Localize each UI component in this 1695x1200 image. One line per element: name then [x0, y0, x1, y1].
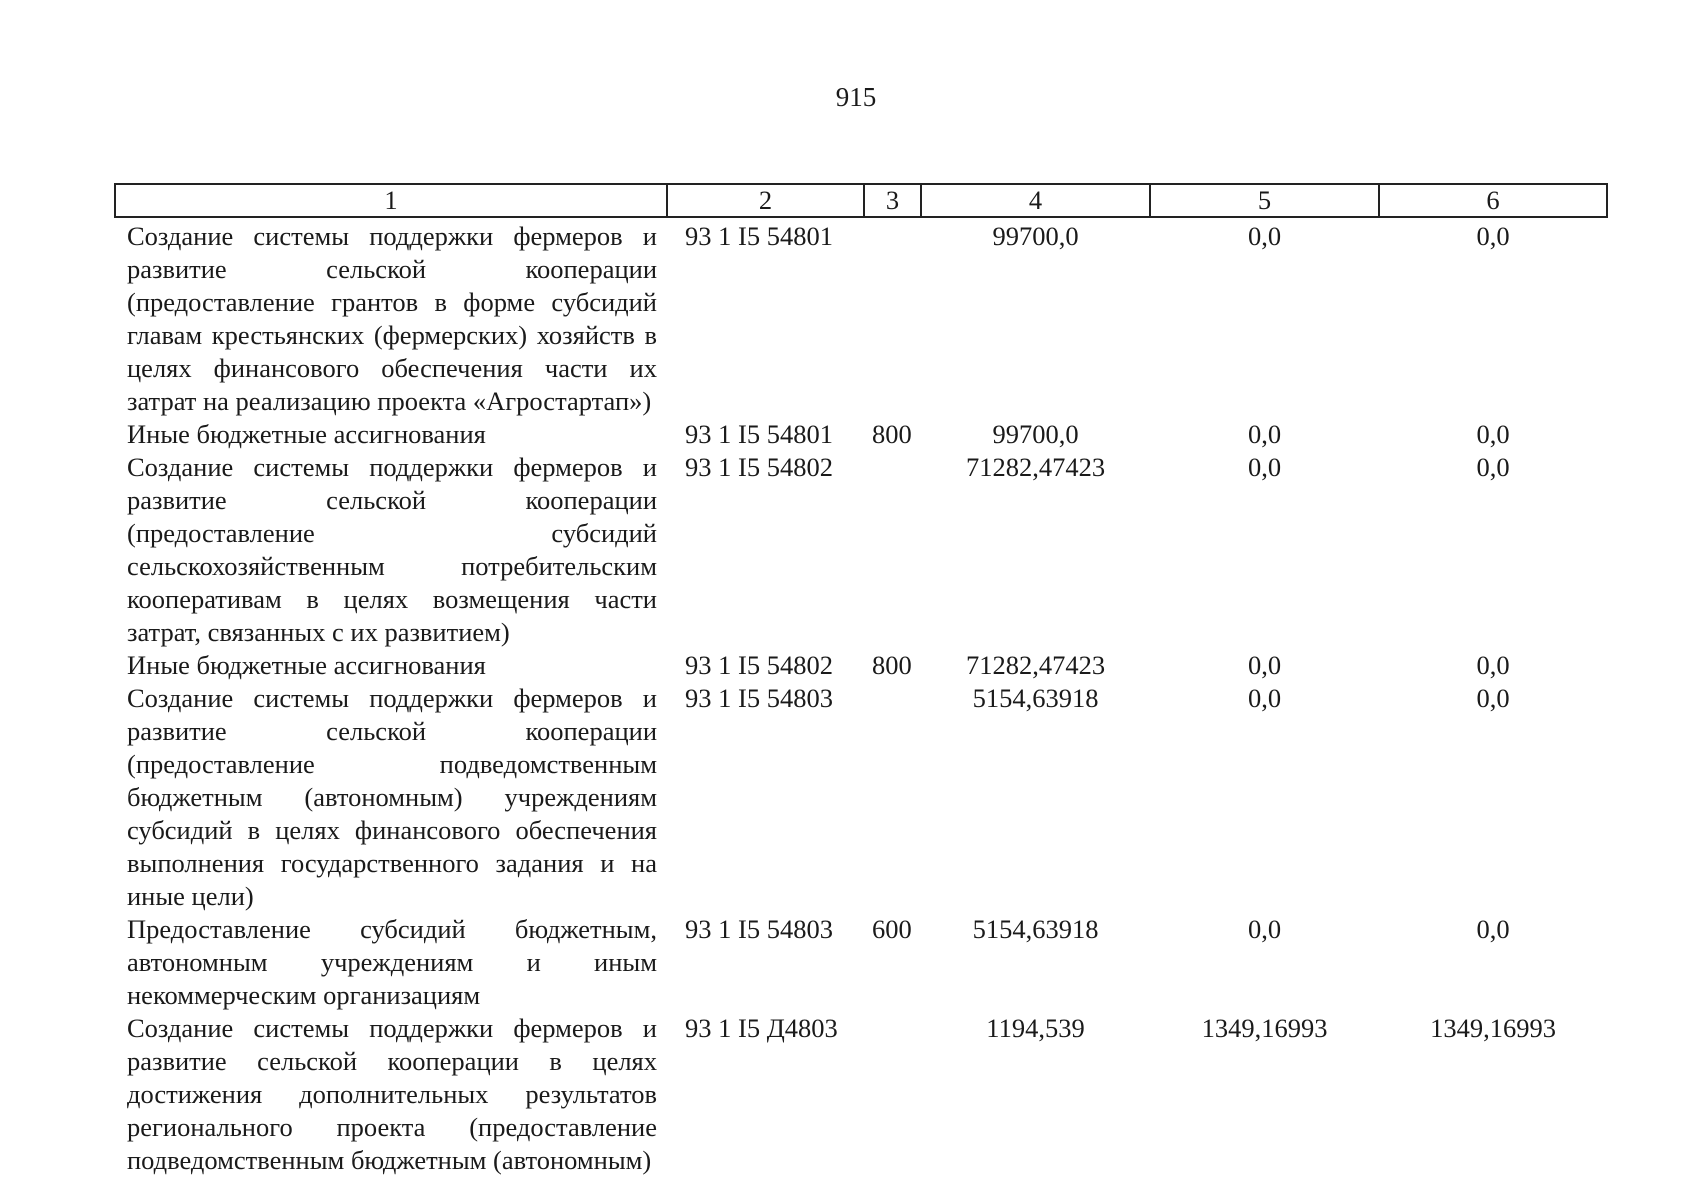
- row-description: Предоставление субсидий бюджетным, автономным учреждениям и иным некоммерческим организациям: [127, 914, 657, 1010]
- row-code: 93 1 I5 54802: [685, 452, 833, 482]
- header-col-3: 3: [864, 184, 921, 217]
- header-row: [115, 184, 1607, 217]
- row-expense-type: [864, 682, 921, 913]
- row-code: 93 1 I5 54803: [685, 914, 833, 944]
- table-row: [115, 649, 1607, 682]
- row-value-col4: 99700,0: [992, 221, 1079, 251]
- row-value-col4: 5154,63918: [972, 683, 1099, 713]
- table-row: [115, 1012, 1607, 1177]
- row-value-col4: 71282,47423: [965, 452, 1106, 482]
- row-value-col6: 0,0: [1476, 221, 1510, 251]
- row-value-col6: 0,0: [1476, 452, 1510, 482]
- row-description: Создание системы поддержки фермеров и развитие сельской кооперации (предоставление грантов в форме субсидий главам крестьянских (фермерских) хозяйств в целях финансового обеспечения части их затрат на реализацию проекта «Агростартап»): [127, 221, 657, 416]
- row-code: 93 1 I5 Д4803: [685, 1013, 838, 1043]
- row-expense-type: 800: [872, 650, 912, 680]
- row-value-col4: 5154,63918: [972, 914, 1099, 944]
- header-col-6: 6: [1379, 184, 1607, 217]
- table-header: [115, 184, 1607, 217]
- table-row: [115, 913, 1607, 1012]
- row-description: Иные бюджетные ассигнования: [127, 650, 486, 680]
- row-value-col4: 71282,47423: [965, 650, 1106, 680]
- header-col-2: 2: [667, 184, 864, 217]
- budget-table-container: [114, 183, 1606, 1177]
- row-code: 93 1 I5 54803: [685, 683, 833, 713]
- row-description: Создание системы поддержки фермеров и развитие сельской кооперации (предоставление субсидий сельскохозяйственным потребительским кооперативам в целях возмещения части затрат, связанных с их развитием): [127, 452, 657, 647]
- row-expense-type: 600: [872, 914, 912, 944]
- row-code: 93 1 I5 54801: [685, 419, 833, 449]
- row-value-col4: 99700,0: [992, 419, 1079, 449]
- row-value-col5: 0,0: [1247, 221, 1282, 251]
- row-value-col6: 1349,16993: [1430, 1013, 1556, 1043]
- header-col-5: 5: [1150, 184, 1379, 217]
- row-value-col6: 0,0: [1476, 650, 1510, 680]
- row-value-col5: 0,0: [1247, 683, 1282, 713]
- row-code: 93 1 I5 54802: [685, 650, 833, 680]
- row-description: Создание системы поддержки фермеров и развитие сельской кооперации (предоставление подведомственным бюджетным (автономным) учреждениям субсидий в целях финансового обеспечения выполнения государственного задания и на иные цели): [127, 683, 657, 911]
- header-col-1: 1: [115, 184, 667, 217]
- row-expense-type: [864, 451, 921, 649]
- page-number: 915: [835, 82, 877, 112]
- row-value-col6: 0,0: [1476, 683, 1510, 713]
- row-value-col4: 1194,539: [986, 1013, 1085, 1043]
- table-row: [115, 418, 1607, 451]
- row-value-col5: 0,0: [1247, 650, 1282, 680]
- row-value-col5: 0,0: [1247, 452, 1282, 482]
- table-row: [115, 217, 1607, 418]
- row-expense-type: 800: [872, 419, 912, 449]
- row-description: Иные бюджетные ассигнования: [127, 419, 486, 449]
- table-row: [115, 682, 1607, 913]
- row-value-col5: 1349,16993: [1201, 1013, 1328, 1043]
- header-col-4: 4: [921, 184, 1150, 217]
- row-value-col5: 0,0: [1247, 419, 1282, 449]
- table-row: [115, 451, 1607, 649]
- budget-table: [114, 183, 1608, 1177]
- row-value-col5: 0,0: [1247, 914, 1282, 944]
- row-value-col6: 0,0: [1476, 419, 1510, 449]
- row-description: Создание системы поддержки фермеров и развитие сельской кооперации в целях достижения дополнительных результатов регионального проекта (предоставление подведомственным бюджетным (автономным): [127, 1013, 657, 1175]
- row-value-col6: 0,0: [1476, 914, 1510, 944]
- table-body: [115, 217, 1607, 1177]
- row-expense-type: [864, 1012, 921, 1177]
- row-code: 93 1 I5 54801: [685, 221, 833, 251]
- row-expense-type: [864, 217, 921, 418]
